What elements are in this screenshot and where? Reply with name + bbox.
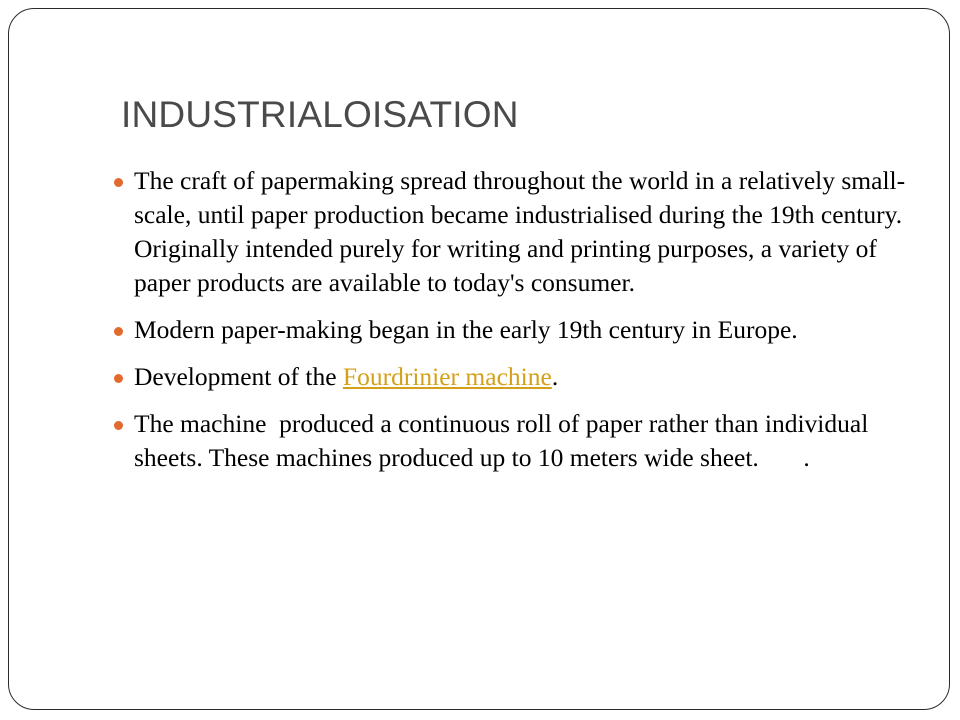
bullet-dot-icon [114,327,123,336]
bullet-item-fourdrinier [134,360,914,394]
bullet-dot-icon [114,374,123,383]
bullet-dot-icon [114,421,123,430]
bullet-text: Modern paper-making began in the early 19th century in Europe. [134,315,798,344]
slide-title: INDUSTRIALOISATION [121,94,519,135]
bullet-text-before-link: Development of the [134,362,343,391]
bullet-item-modern-papermaking [134,313,914,347]
bullet-text: The machine produced a continuous roll of paper rather than individual sheets. These machines produced up to 10 meters wide sheet. . [134,409,875,472]
bullet-item-papermaking-history [134,164,914,300]
bullet-list [134,164,914,488]
slide-frame [8,8,950,710]
bullet-text: The craft of papermaking spread throughout the world in a relatively small-scale, until paper production became industrialised during the 19th century. Originally intended purely for writing and printing purposes, a variety of paper products are available to today's consumer. [134,166,906,297]
bullet-dot-icon [114,178,123,187]
bullet-text-after-link: . [551,362,559,391]
bullet-item-machine-output [134,407,914,475]
fourdrinier-machine-link[interactable]: Fourdrinier machine [342,362,552,391]
